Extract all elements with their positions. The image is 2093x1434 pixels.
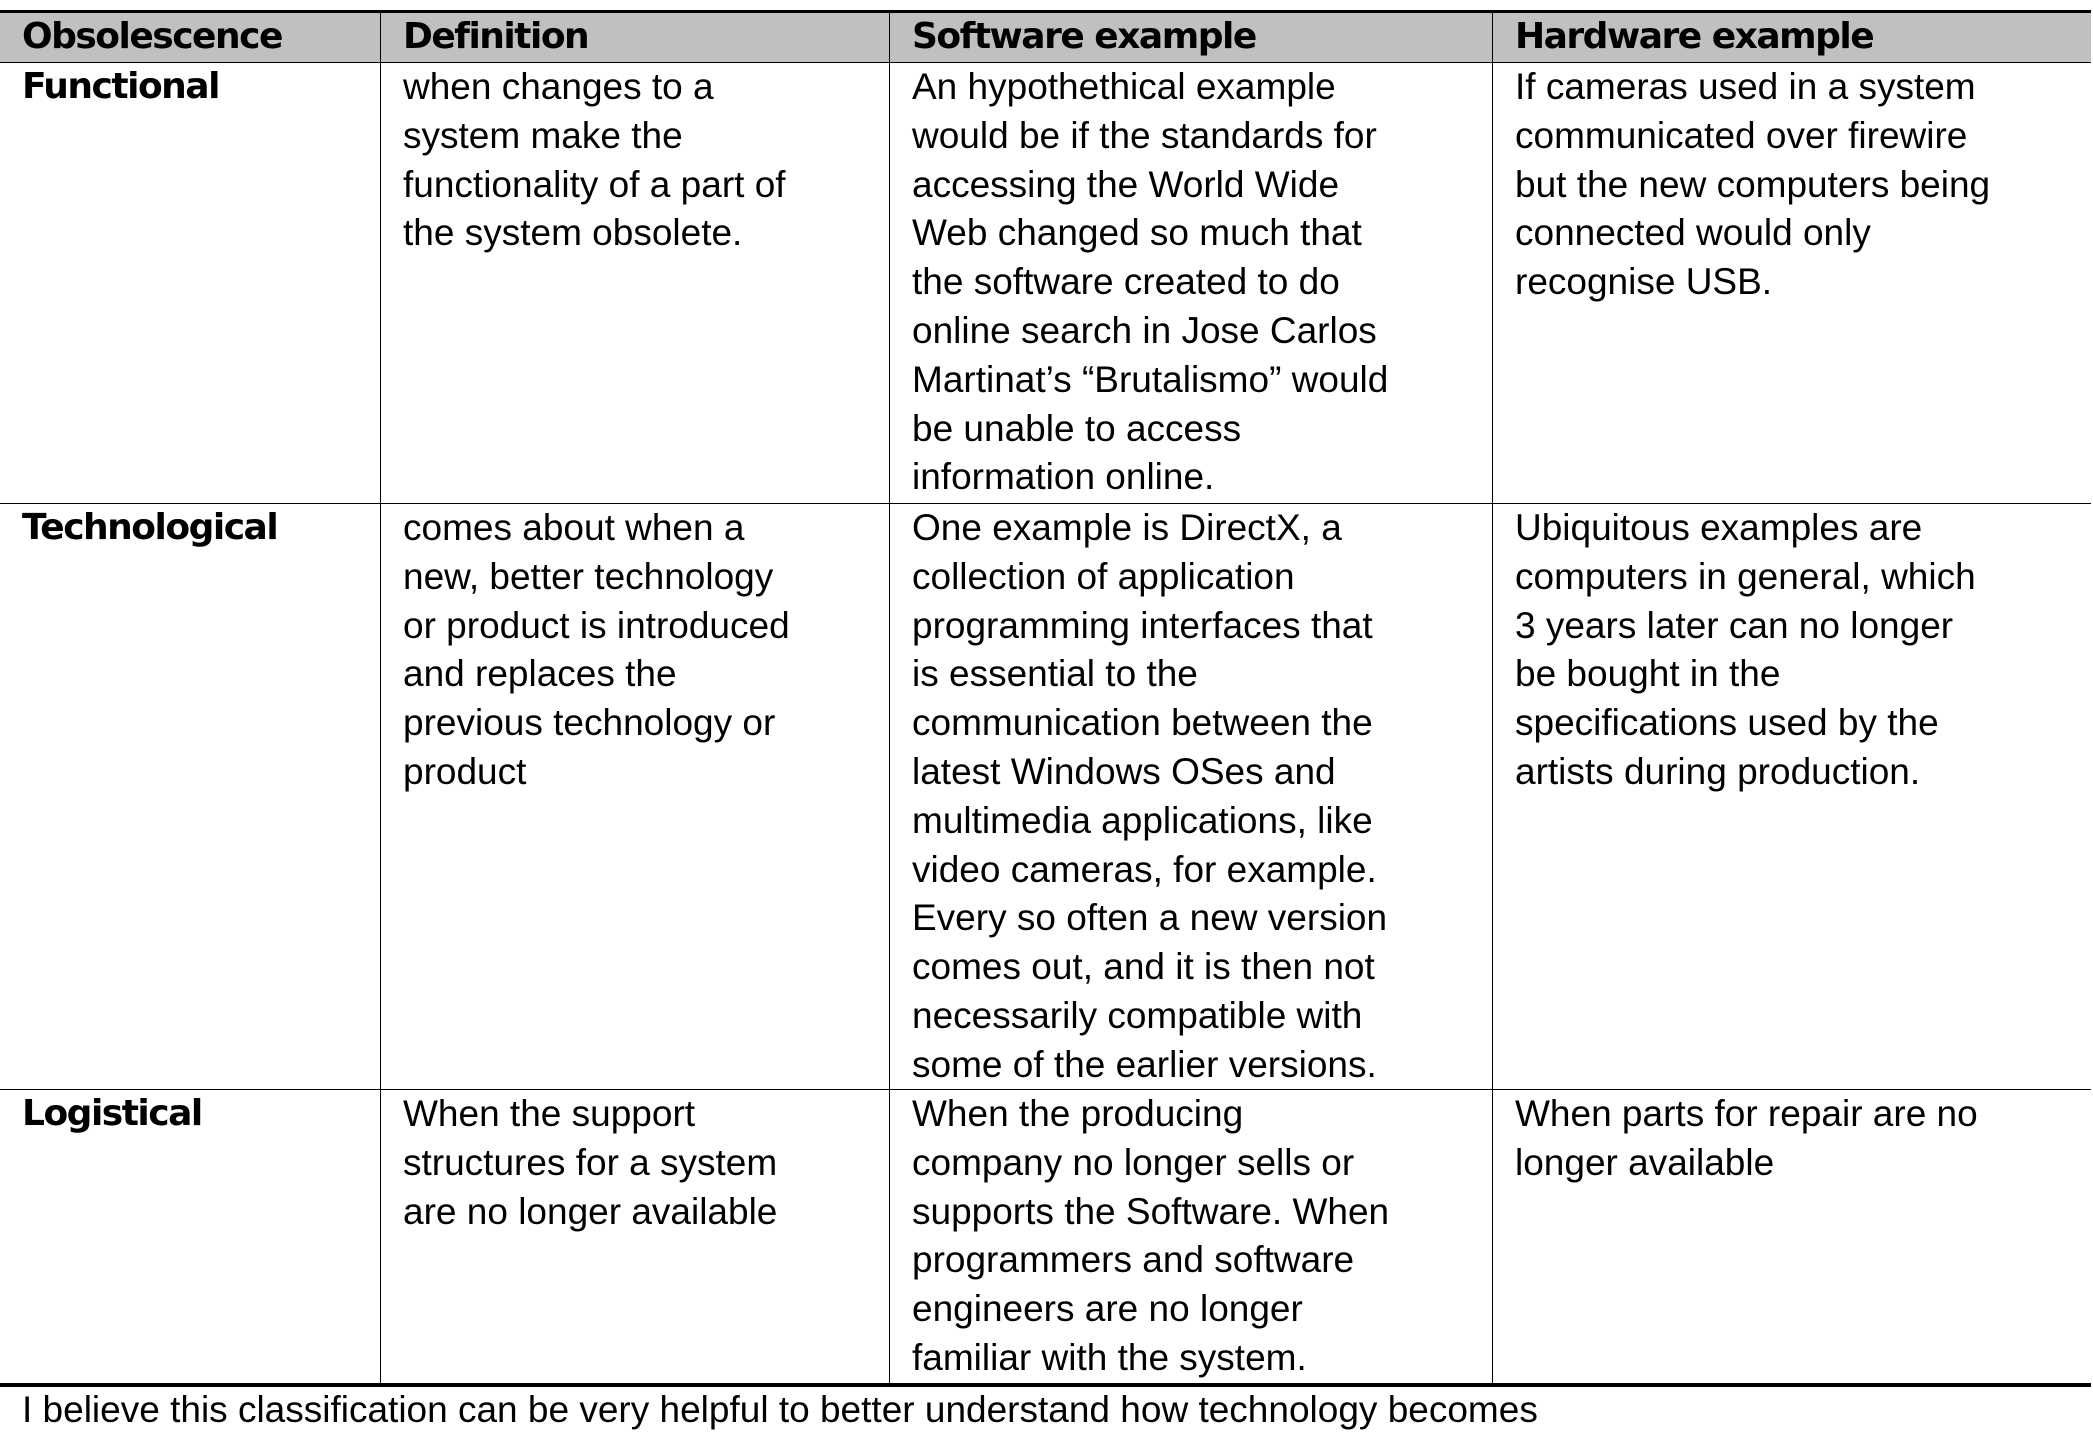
text-line: multimedia applications, like	[912, 799, 1373, 841]
text-line: artists during production.	[1515, 750, 1921, 792]
text-line: video cameras, for example.	[912, 848, 1377, 890]
header-hardware-example: Hardware example	[1515, 16, 1874, 57]
text-line: be bought in the	[1515, 653, 1781, 695]
text-line: communicated over firewire	[1515, 114, 1968, 156]
text-line: programmers and software	[912, 1239, 1355, 1281]
text-line: functionality of a part of	[403, 163, 786, 205]
definition-cell	[381, 63, 890, 503]
text-line: connected would only	[1515, 212, 1871, 254]
table-row	[0, 1090, 2091, 1383]
text-line: familiar with the system.	[912, 1336, 1307, 1378]
text-line: previous technology or	[403, 702, 776, 744]
hardware-example-cell	[1493, 63, 2091, 503]
text-line: are no longer available	[403, 1190, 778, 1232]
table-row	[0, 504, 2091, 1090]
text-line: online search in Jose Carlos	[912, 309, 1377, 351]
text-line: recognise USB.	[1515, 261, 1773, 303]
text-line: be unable to access	[912, 407, 1242, 449]
hardware-example-cell	[1493, 1090, 2091, 1383]
text-line: programming interfaces that	[912, 604, 1373, 646]
text-line: when changes to a	[403, 66, 714, 107]
text-line: communication between the	[912, 702, 1373, 744]
text-line: Martinat’s “Brutalismo” would	[912, 358, 1389, 400]
text-line: Every so often a new version	[912, 897, 1388, 939]
header-definition: Definition	[381, 13, 890, 62]
text-line: computers in general, which	[1515, 555, 1976, 597]
text-line: When the producing	[912, 1093, 1244, 1134]
software-example-cell	[890, 63, 1493, 503]
text-line: If cameras used in a system	[1515, 66, 1976, 107]
text-line: specifications used by the	[1515, 702, 1939, 744]
text-line: system make the	[403, 114, 683, 156]
text-line: company no longer sells or	[912, 1141, 1355, 1183]
footer-paragraph: I believe this classification can be very helpful to better understand how technology becomes	[22, 1389, 1538, 1430]
text-line: comes out, and it is then not	[912, 946, 1375, 988]
text-line: latest Windows OSes and	[912, 750, 1336, 792]
text-line: or product is introduced	[403, 604, 790, 646]
text-line: is essential to the	[912, 653, 1198, 695]
obsolescence-table	[0, 10, 2091, 1387]
definition-cell	[381, 1090, 890, 1383]
text-line: longer available	[1515, 1141, 1775, 1183]
text-line: 3 years later can no longer	[1515, 604, 1954, 646]
definition-cell	[381, 504, 890, 1089]
header-obsolescence: Obsolescence	[0, 13, 381, 62]
obsolescence-type: Logistical	[0, 1090, 381, 1383]
text-line: necessarily compatible with	[912, 994, 1363, 1036]
text-line: Ubiquitous examples are	[1515, 507, 1923, 548]
text-line: comes about when a	[403, 507, 745, 548]
software-example-cell	[890, 504, 1493, 1089]
text-line: the system obsolete.	[403, 212, 743, 254]
obsolescence-type: Functional	[0, 63, 381, 503]
text-line: accessing the World Wide	[912, 163, 1340, 205]
text-line: some of the earlier versions.	[912, 1043, 1377, 1085]
software-example-cell	[890, 1090, 1493, 1383]
text-line: information online.	[912, 456, 1215, 498]
text-line: An hypothethical example	[912, 66, 1336, 107]
obsolescence-type: Technological	[0, 504, 381, 1089]
hardware-example-cell	[1493, 504, 2091, 1089]
table-row	[0, 63, 2091, 504]
text-line: product	[403, 750, 527, 792]
text-line: would be if the standards for	[912, 114, 1377, 156]
text-line: structures for a system	[403, 1141, 778, 1183]
text-line: new, better technology	[403, 555, 774, 597]
text-line: supports the Software. When	[912, 1190, 1390, 1232]
header-software-example: Software example	[890, 13, 1493, 62]
text-line: One example is DirectX, a	[912, 507, 1342, 548]
text-line: but the new computers being	[1515, 163, 1991, 205]
text-line: and replaces the	[403, 653, 677, 695]
text-line: When parts for repair are no	[1515, 1093, 1978, 1134]
text-line: the software created to do	[912, 261, 1340, 303]
table-header-row	[0, 13, 2091, 63]
text-line: Web changed so much that	[912, 212, 1362, 254]
text-line: collection of application	[912, 555, 1295, 597]
text-line: When the support	[403, 1093, 696, 1134]
text-line: engineers are no longer	[912, 1288, 1303, 1330]
